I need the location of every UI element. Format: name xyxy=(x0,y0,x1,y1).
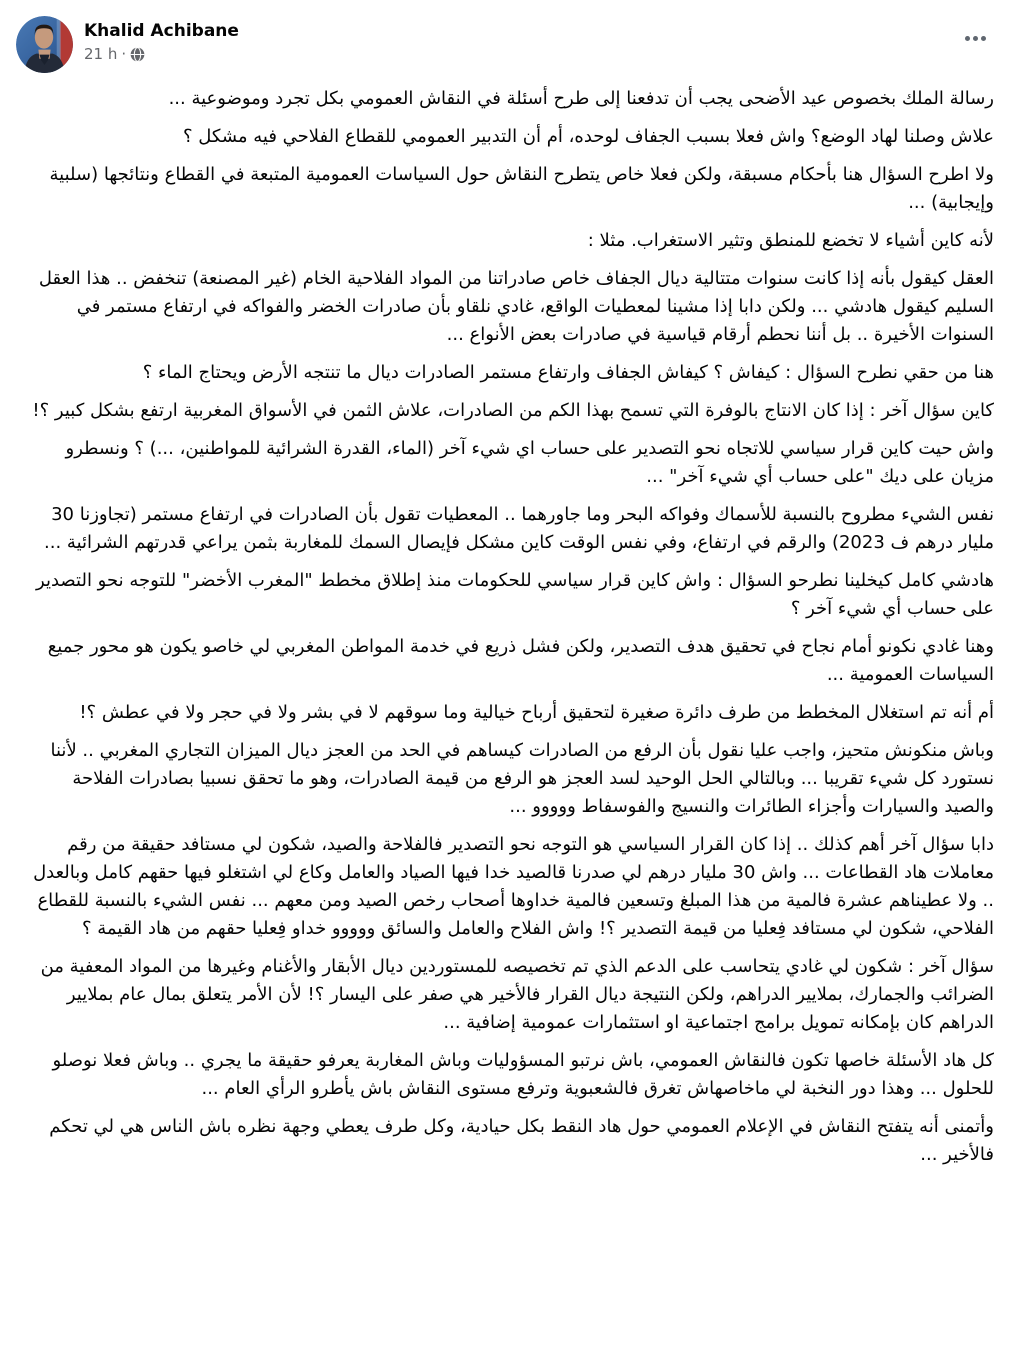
post-paragraph: رسالة الملك بخصوص عيد الأضحى يجب أن تدفعنا إلى طرح أسئلة في النقاش العمومي بكل تجرد وموضوعية ... xyxy=(168,88,994,109)
avatar[interactable] xyxy=(16,16,73,73)
post-paragraph: سؤال آخر : شكون لي غادي يتحاسب على الدعم الذي تم تخصيصه للمستوردين ديال الأبقار والأغنام وغيرها من المواد المعفية من الضرائب والجمارك، بملايير الدراهم، ولكن النتيجة ديال القرار فالأخير هي صفر على اليسار ؟! لأن الأمر يتعلق بمال عام بملايير الدراهم كان بإمكانه تمويل برامج اجتماعية او استثمارات عمومية إضافية ... xyxy=(40,956,994,1033)
author-name[interactable]: Khalid Achibane xyxy=(84,21,239,41)
post-paragraph: ولا اطرح السؤال هنا بأحكام مسبقة، ولكن فعلا خاص يتطرح النقاش حول السياسات العمومية المتبعة في القطاع ونتائجها (سلبية وإيجابية) ... xyxy=(49,164,994,213)
avatar-image xyxy=(16,16,73,73)
post-paragraph: واش حيت كاين قرار سياسي للاتجاه نحو التصدير على حساب اي شيء آخر (الماء، القدرة الشرائية للمواطنين، ...) ؟ ونسطرو مزيان على ديك "على حساب أي شيء آخر" ... xyxy=(65,438,994,487)
post-paragraph: علاش وصلنا لهاد الوضع؟ واش فعلا بسبب الجفاف لوحده، أم أن التدبير العمومي للقطاع الفلاحي فيه مشكل ؟ xyxy=(182,126,994,147)
post-paragraph: لأنه كاين أشياء لا تخضع للمنطق وتثير الاستغراب. مثلا : xyxy=(587,230,994,251)
post-paragraph: هنا من حقي نطرح السؤال : كيفاش ؟ كيفاش الجفاف وارتفاع مستمر الصادرات ديال ما تنتجه الأرض ويحتاج الماء ؟ xyxy=(142,362,994,383)
post-paragraph: هادشي كامل كيخلينا نطرحو السؤال : واش كاين قرار سياسي للحكومات منذ إطلاق مخطط "المغرب الأخضر" للتوجه نحو التصدير على حساب أي شيء آخر ؟ xyxy=(36,570,994,619)
post-paragraph: العقل كيقول بأنه إذا كانت سنوات متتالية ديال الجفاف خاص صادراتنا من المواد الفلاحية الخام (غير المصنعة) تنخفض .. هذا العقل السليم كيقول هادشي ... ولكن دابا إذا مشينا لمعطيات الواقع، غادي نلقاو بأن صادرات الخضر والفواكه في ارتفاع مستمر في السنوات الأخيرة .. بل أننا نحطم أرقام قياسية في صادرات بعض الأنواع ... xyxy=(38,268,994,345)
post-paragraph: نفس الشيء مطروح بالنسبة للأسماك وفواكه البحر وما جاورهما .. المعطيات تقول بأن الصادرات في ارتفاع مستمر (تجاوزنا 30 مليار درهم ف 2023) والرقم في ارتفاع، وفي نفس الوقت كاين مشكل فإيصال السمك للمغاربة بثمن يراعي قدرتهم الشرائية ... xyxy=(44,504,994,553)
more-options-button[interactable] xyxy=(959,26,992,51)
post-paragraph: وأتمنى أنه يتفتح النقاش في الإعلام العمومي حول هاد النقط بكل حيادية، وكل طرف يعطي وجهة نظره باش الناس هي لي تحكم فالأخير ... xyxy=(49,1116,994,1165)
header-info xyxy=(84,16,959,63)
ellipsis-icon xyxy=(965,36,970,41)
post-paragraph: كل هاد الأسئلة خاصها تكون فالنقاش العمومي، باش نرتبو المسؤوليات وباش المغاربة يعرفو حقيقة ما يجري .. وباش فعلا نوصلو للحلول ... وهذا دور النخبة لي ماخاصهاش تغرق فالشعبوية وترفع مستوى النقاش باش يأطرو الرأي العام ... xyxy=(52,1050,994,1099)
post-paragraph: دابا سؤال آخر أهم كذلك .. إذا كان القرار السياسي هو التوجه نحو التصدير فالفلاحة والصيد، شكون لي مستافد حقيقة من رقم معاملات هاد القطاعات ... واش 30 مليار درهم لي صدرنا قالصيد خدا فيها الصياد والعامل وكاع لي اشتغلو فيها حقهم كامل وبالعدل .. ولا عطيناهم عشرة فالمية من هذا المبلغ وتسعين فالمية خداوها أصحاب رخص الصيد ومن معهم ... نفس الشيء بالنسبة للقطاع الفلاحي، شكون لي مستافد فِعليا من قيمة التصدير ؟! واش الفلاح والعامل والسائق ووووو خداو فِعليا حقهم من هاد القيمة ؟ xyxy=(33,834,994,939)
post-paragraph: أم أنه تم استغلال المخطط من طرف دائرة صغيرة لتحقيق أرباح خيالية وما سوقهم لا في بشر ولا في حجر ولا في عطش ؟! xyxy=(79,702,994,723)
post-paragraph: وباش منكونش متحيز، واجب عليا نقول بأن الرفع من الصادرات كيساهم في الحد من العجز ديال الميزان التجاري المغربي .. لأننا نستورد كل شيء تقريبا ... وبالتالي الحل الوحيد لسد العجز هو الرفع من قيمة الصادرات، وهو ما تحقق نسبيا بصادرات الفلاحة والصيد والسيارات وأجزاء الطائرات والنسيج والفوسفاط ووووو ... xyxy=(50,740,994,817)
post-meta xyxy=(84,45,959,63)
post-body xyxy=(0,77,1014,1187)
globe-icon xyxy=(130,47,145,62)
meta-separator: · xyxy=(121,45,127,64)
timestamp[interactable]: 21 h xyxy=(84,45,118,64)
post-paragraph: كاين سؤال آخر : إذا كان الانتاج بالوفرة التي تسمح بهذا الكم من الصادرات، علاش الثمن في الأسواق المغربية ارتفع بشكل كبير ؟! xyxy=(32,400,994,421)
post-header xyxy=(0,0,1014,77)
post-paragraph: وهنا غادي نكونو أمام نجاح في تحقيق هدف التصدير، ولكن فشل ذريع في خدمة المواطن المغربي لي خاصو يكون هو محور جميع السياسات العمومية ... xyxy=(47,636,994,685)
